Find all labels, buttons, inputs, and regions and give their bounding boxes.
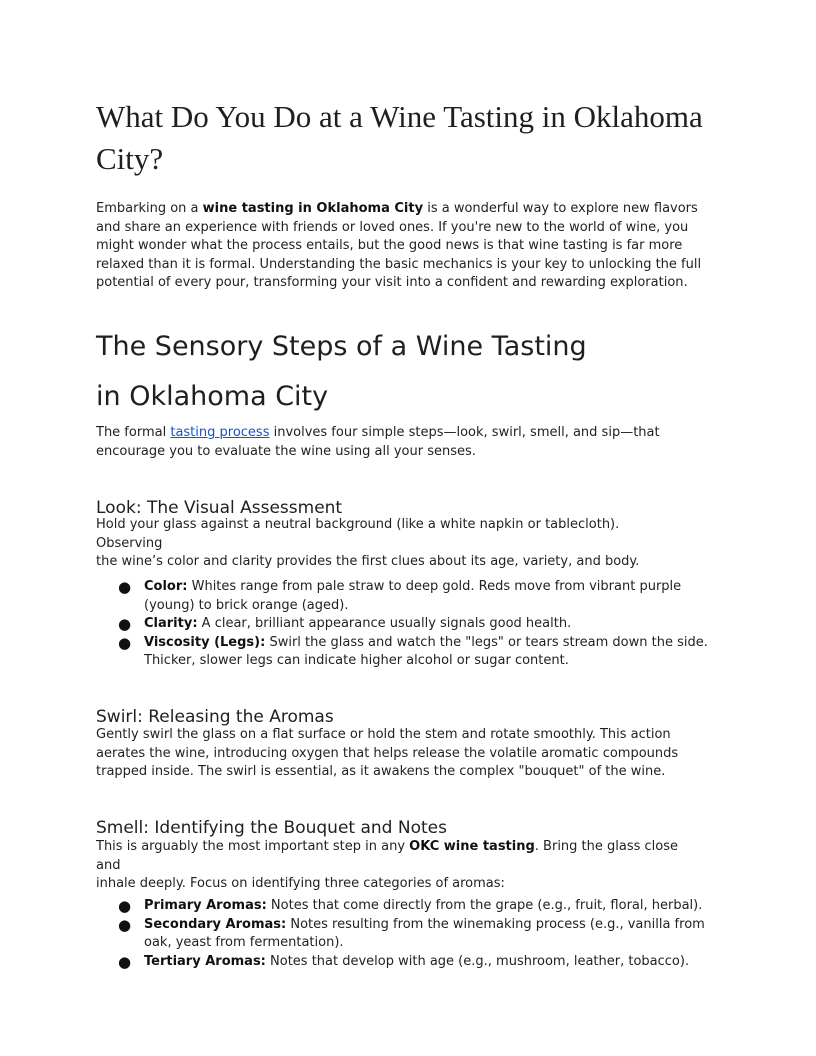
bullet-icon: ●	[118, 915, 132, 934]
list-item	[96, 578, 716, 615]
bullet-icon: ●	[118, 615, 132, 634]
bullet-icon: ●	[118, 897, 132, 915]
look-line1: Hold your glass against a neutral background (like a white napkin or tablecloth).	[96, 517, 620, 532]
intro-bold-keyword: wine tasting in Oklahoma City	[202, 201, 424, 216]
bullet-text: Swirl the glass and watch the "legs" or tears stream down the side. Thicker, slower legs can indicate higher alcohol or sugar content.	[144, 634, 708, 669]
section-paragraph	[96, 424, 726, 461]
bullet-label: Secondary Aromas:	[144, 916, 287, 932]
section-heading	[96, 322, 736, 422]
list-item	[96, 953, 716, 972]
tasting-process-link[interactable]: tasting process	[170, 425, 270, 440]
smell-line3: inhale deeply. Focus on identifying three categories of aromas:	[96, 876, 505, 892]
bullet-text: Whites range from pale straw to deep gold. Reds move from vibrant purple (young) to brick orange (aged).	[144, 579, 682, 613]
bullet-label: Primary Aromas:	[144, 898, 267, 913]
bullet-label: Viscosity (Legs):	[144, 634, 266, 650]
swirl-paragraph: Gently swirl the glass on a flat surface or hold the stem and rotate smoothly. This action aerates the wine, introducing oxygen that helps release the volatile aromatic compounds trapped inside. The swirl is essential, as it awakens the complex "bouquet" of the wine.	[96, 727, 679, 780]
list-item	[96, 634, 716, 671]
bullet-label: Clarity:	[144, 616, 198, 632]
list-item	[96, 615, 716, 634]
look-line2: Observing	[96, 535, 163, 551]
bullet-text: A clear, brilliant appearance usually signals good health.	[197, 616, 572, 632]
bullet-text: Notes that come directly from the grape (e.g., fruit, floral, herbal).	[266, 898, 703, 913]
smell-line1	[96, 838, 716, 857]
list-item	[96, 897, 716, 916]
bullet-icon: ●	[118, 952, 132, 971]
bullet-label: Tertiary Aromas:	[144, 953, 266, 969]
bullet-icon: ●	[118, 633, 132, 652]
bullet-text: Notes that develop with age (e.g., mushroom, leather, tobacco).	[265, 953, 690, 969]
page-title: What Do You Do at a Wine Tasting in Oklahoma City?	[96, 99, 703, 176]
smell-bold-keyword: OKC wine tasting	[409, 839, 535, 854]
smell-bullet-list	[96, 897, 716, 971]
swirl-heading: Swirl: Releasing the Aromas	[96, 707, 334, 727]
section-heading-line1: The Sensory Steps of a Wine Tasting	[96, 331, 587, 362]
bullet-label: Color:	[144, 579, 188, 594]
smell-heading: Smell: Identifying the Bouquet and Notes	[96, 818, 447, 838]
intro-text-before: Embarking on a	[96, 201, 203, 216]
look-bullet-list	[96, 578, 716, 671]
bullet-text: Notes resulting from the winemaking process (e.g., vanilla from oak, yeast from fermentation).	[144, 916, 705, 951]
look-line3: the wine’s color and clarity provides the first clues about its age, variety, and body.	[96, 554, 640, 570]
section-heading-line2: in Oklahoma City	[96, 381, 329, 412]
smell-paragraph	[96, 838, 716, 894]
look-heading: Look: The Visual Assessment	[96, 498, 343, 518]
intro-paragraph	[96, 200, 726, 293]
intro-text-after: is a wonderful way to explore new flavors and share an experience with friends or loved ones. If you're new to the world of wine, you might wonder what the process entails, but the good news is that wine tasting is far more relaxed than it is formal. Understanding the basic mechanics is your key to unlocking the full potential of every pour, transforming your visit into a confident and rewarding exploration.	[96, 201, 702, 291]
smell-text-after: . Bring the glass close	[534, 839, 679, 854]
smell-line2: and	[96, 857, 121, 873]
list-item	[96, 916, 716, 953]
look-paragraph	[96, 516, 716, 572]
section-text-after: involves four simple steps—look, swirl, smell, and sip—that encourage you to evaluate the wine using all your senses.	[96, 425, 660, 459]
section-text-before: The formal	[96, 425, 171, 440]
smell-text-before: This is arguably the most important step in any	[96, 839, 410, 854]
bullet-icon: ●	[118, 578, 132, 596]
